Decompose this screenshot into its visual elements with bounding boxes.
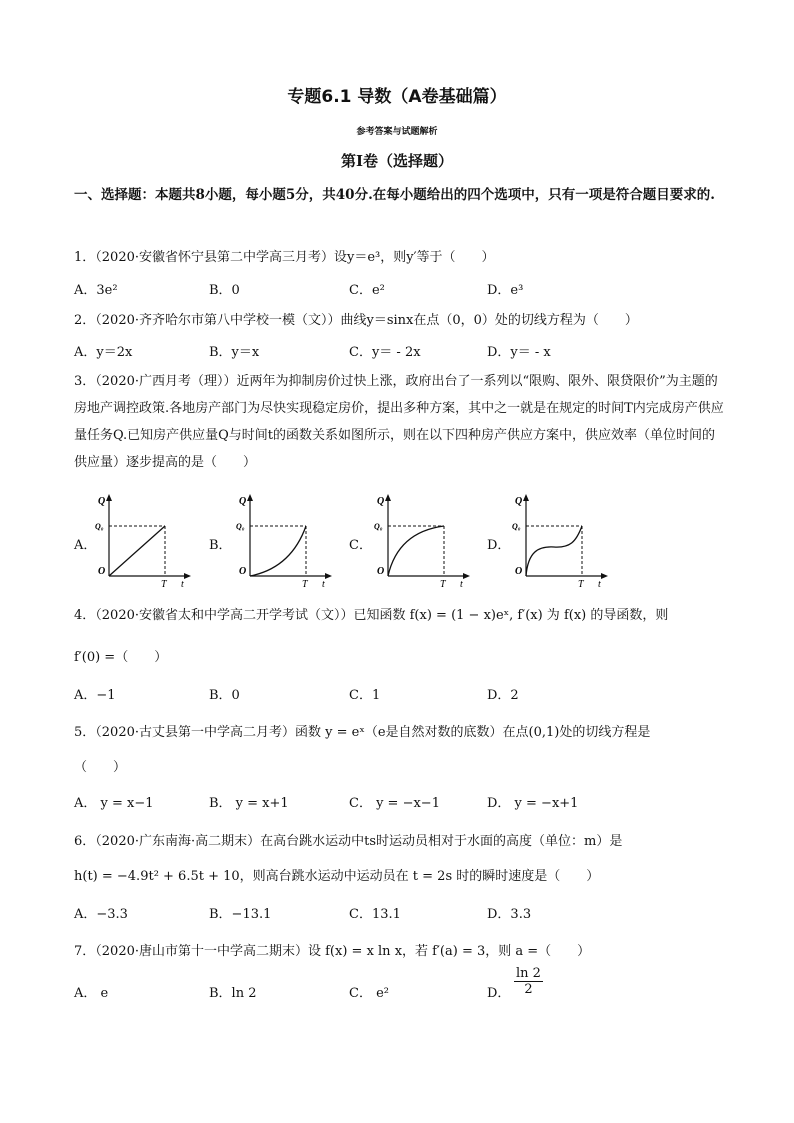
question-4-option-b: B．0: [209, 688, 240, 703]
question-7-option-d: D．: [487, 986, 511, 1001]
question-7-option-c: C． e²: [349, 986, 389, 1001]
question-4-option-d: D．2: [487, 688, 519, 703]
page-title: 专题6.1 导数（A卷基础篇）: [287, 87, 507, 107]
question-4-option-a: A．−1: [74, 688, 116, 703]
graph-a-label-q0: Q₀: [95, 522, 104, 531]
question-5-option-d: D． y = −x+1: [487, 796, 579, 811]
question-3-option-a: A．: [74, 538, 97, 553]
graph-a-origin: O: [98, 566, 106, 577]
graph-b-axis-q: Q: [239, 496, 247, 507]
graph-a-axis-t: t: [181, 579, 184, 587]
graph-d-origin: O: [515, 566, 523, 577]
section-heading: 第Ⅰ卷（选择题）: [340, 152, 454, 170]
question-3-stem: 3．（2020·广西月考（理））近两年为抑制房价过快上涨，政府出台了一系列以“限购、限外、限贷限价”为主题的房地产调控政策.各地房产部门为尽快实现稳定房价，提出多种方案，其中之一就是在规定的时间T内完成房产供应量任务Q.已知房产供应量Q与时间t的函数关系如图所示，则在以下四种房产供应方案中，供应效率（单位时间的供应量）逐步提高的是（ ）: [74, 374, 724, 470]
question-7-option-a: A． e: [74, 986, 109, 1001]
question-5-option-a: A． y = x−1: [74, 796, 154, 811]
graph-b-label-q0: Q₀: [236, 522, 245, 531]
graph-d-label-t-mark: T: [578, 579, 584, 587]
question-5-option-c: C． y = −x−1: [349, 796, 440, 811]
graph-c-label-t-mark: T: [440, 579, 446, 587]
graph-a: [95, 492, 195, 587]
graph-b-axis-t: t: [322, 579, 325, 587]
question-1-option-b: B．0: [209, 283, 240, 298]
graph-b-origin: O: [239, 566, 247, 577]
graph-c-label-q0: Q₀: [374, 522, 383, 531]
question-6-stem-line1: 6．（2020·广东南海·高二期末）在高台跳水运动中ts时运动员相对于水面的高度（单位：m）是: [74, 834, 623, 849]
question-1-option-a: A．3e²: [74, 283, 118, 298]
question-4-stem-line2: f′(0) =（ ）: [74, 650, 168, 665]
graph-d: [512, 492, 612, 587]
question-7-stem: 7．（2020·唐山市第十一中学高二期末）设 f(x) = x ln x，若 f′(a) = 3，则 a =（ ）: [74, 944, 591, 959]
graph-b-label-t-mark: T: [302, 579, 308, 587]
graph-c-axis-t: t: [460, 579, 463, 587]
question-5-stem-line1: 5．（2020·古丈县第一中学高二月考）函数 y = eˣ（e是自然对数的底数）在点(0,1)处的切线方程是: [74, 725, 651, 740]
question-2-option-c: C．y＝ - 2x: [349, 345, 421, 360]
question-2-stem: 2．（2020·齐齐哈尔市第八中学校一模（文））曲线y＝sinx在点（0，0）处的切线方程为（ ）: [74, 313, 638, 328]
question-7-option-b: B．ln 2: [209, 986, 257, 1001]
question-2-option-a: A．y＝2x: [74, 345, 133, 360]
graph-c: [374, 492, 474, 587]
question-3-option-d: D．: [487, 538, 511, 553]
graph-a-label-t-mark: T: [161, 579, 167, 587]
question-4-option-c: C．1: [349, 688, 381, 703]
question-6-option-a: A．−3.3: [74, 907, 128, 922]
page-subtitle: 参考答案与试题解析: [356, 127, 438, 137]
graph-b: [236, 492, 336, 587]
question-3-option-b: B．: [209, 538, 232, 553]
question-6-option-c: C．13.1: [349, 907, 401, 922]
question-1-option-c: C．e²: [349, 283, 385, 298]
question-7-option-d-fraction: [514, 966, 543, 997]
question-1-option-d: D．e³: [487, 283, 524, 298]
question-2-option-b: B．y＝x: [209, 345, 260, 360]
question-3-option-c: C．: [349, 538, 372, 553]
graph-c-origin: O: [377, 566, 385, 577]
question-6-option-d: D．3.3: [487, 907, 532, 922]
question-6-stem-line2: h(t) = −4.9t² + 6.5t + 10，则高台跳水运动中运动员在 t = 2s 时的瞬时速度是（ ）: [74, 869, 600, 884]
graph-a-axis-q: Q: [98, 496, 106, 507]
question-1-stem: 1．（2020·安徽省怀宁县第二中学高三月考）设y＝e³，则y′等于（ ）: [74, 250, 495, 265]
question-6-option-b: B．−13.1: [209, 907, 272, 922]
question-4-stem-line1: 4．（2020·安徽省太和中学高二开学考试（文））已知函数 f(x) = (1 − x)eˣ, f′(x) 为 f(x) 的导函数，则: [74, 608, 669, 623]
graph-d-label-q0: Q₀: [512, 522, 521, 531]
instructions: 一、选择题：本题共8小题，每小题5分，共40分.在每小题给出的四个选项中，只有一项是符合题目要求的.: [74, 187, 715, 203]
fraction-numerator: ln 2: [516, 966, 541, 981]
question-5-stem-line2: （ ）: [74, 760, 127, 775]
fraction-denominator: 2: [524, 982, 533, 997]
graph-c-axis-q: Q: [377, 496, 385, 507]
graph-d-axis-q: Q: [515, 496, 523, 507]
question-2-option-d: D．y＝ - x: [487, 345, 551, 360]
graph-d-axis-t: t: [598, 579, 601, 587]
question-5-option-b: B． y = x+1: [209, 796, 289, 811]
